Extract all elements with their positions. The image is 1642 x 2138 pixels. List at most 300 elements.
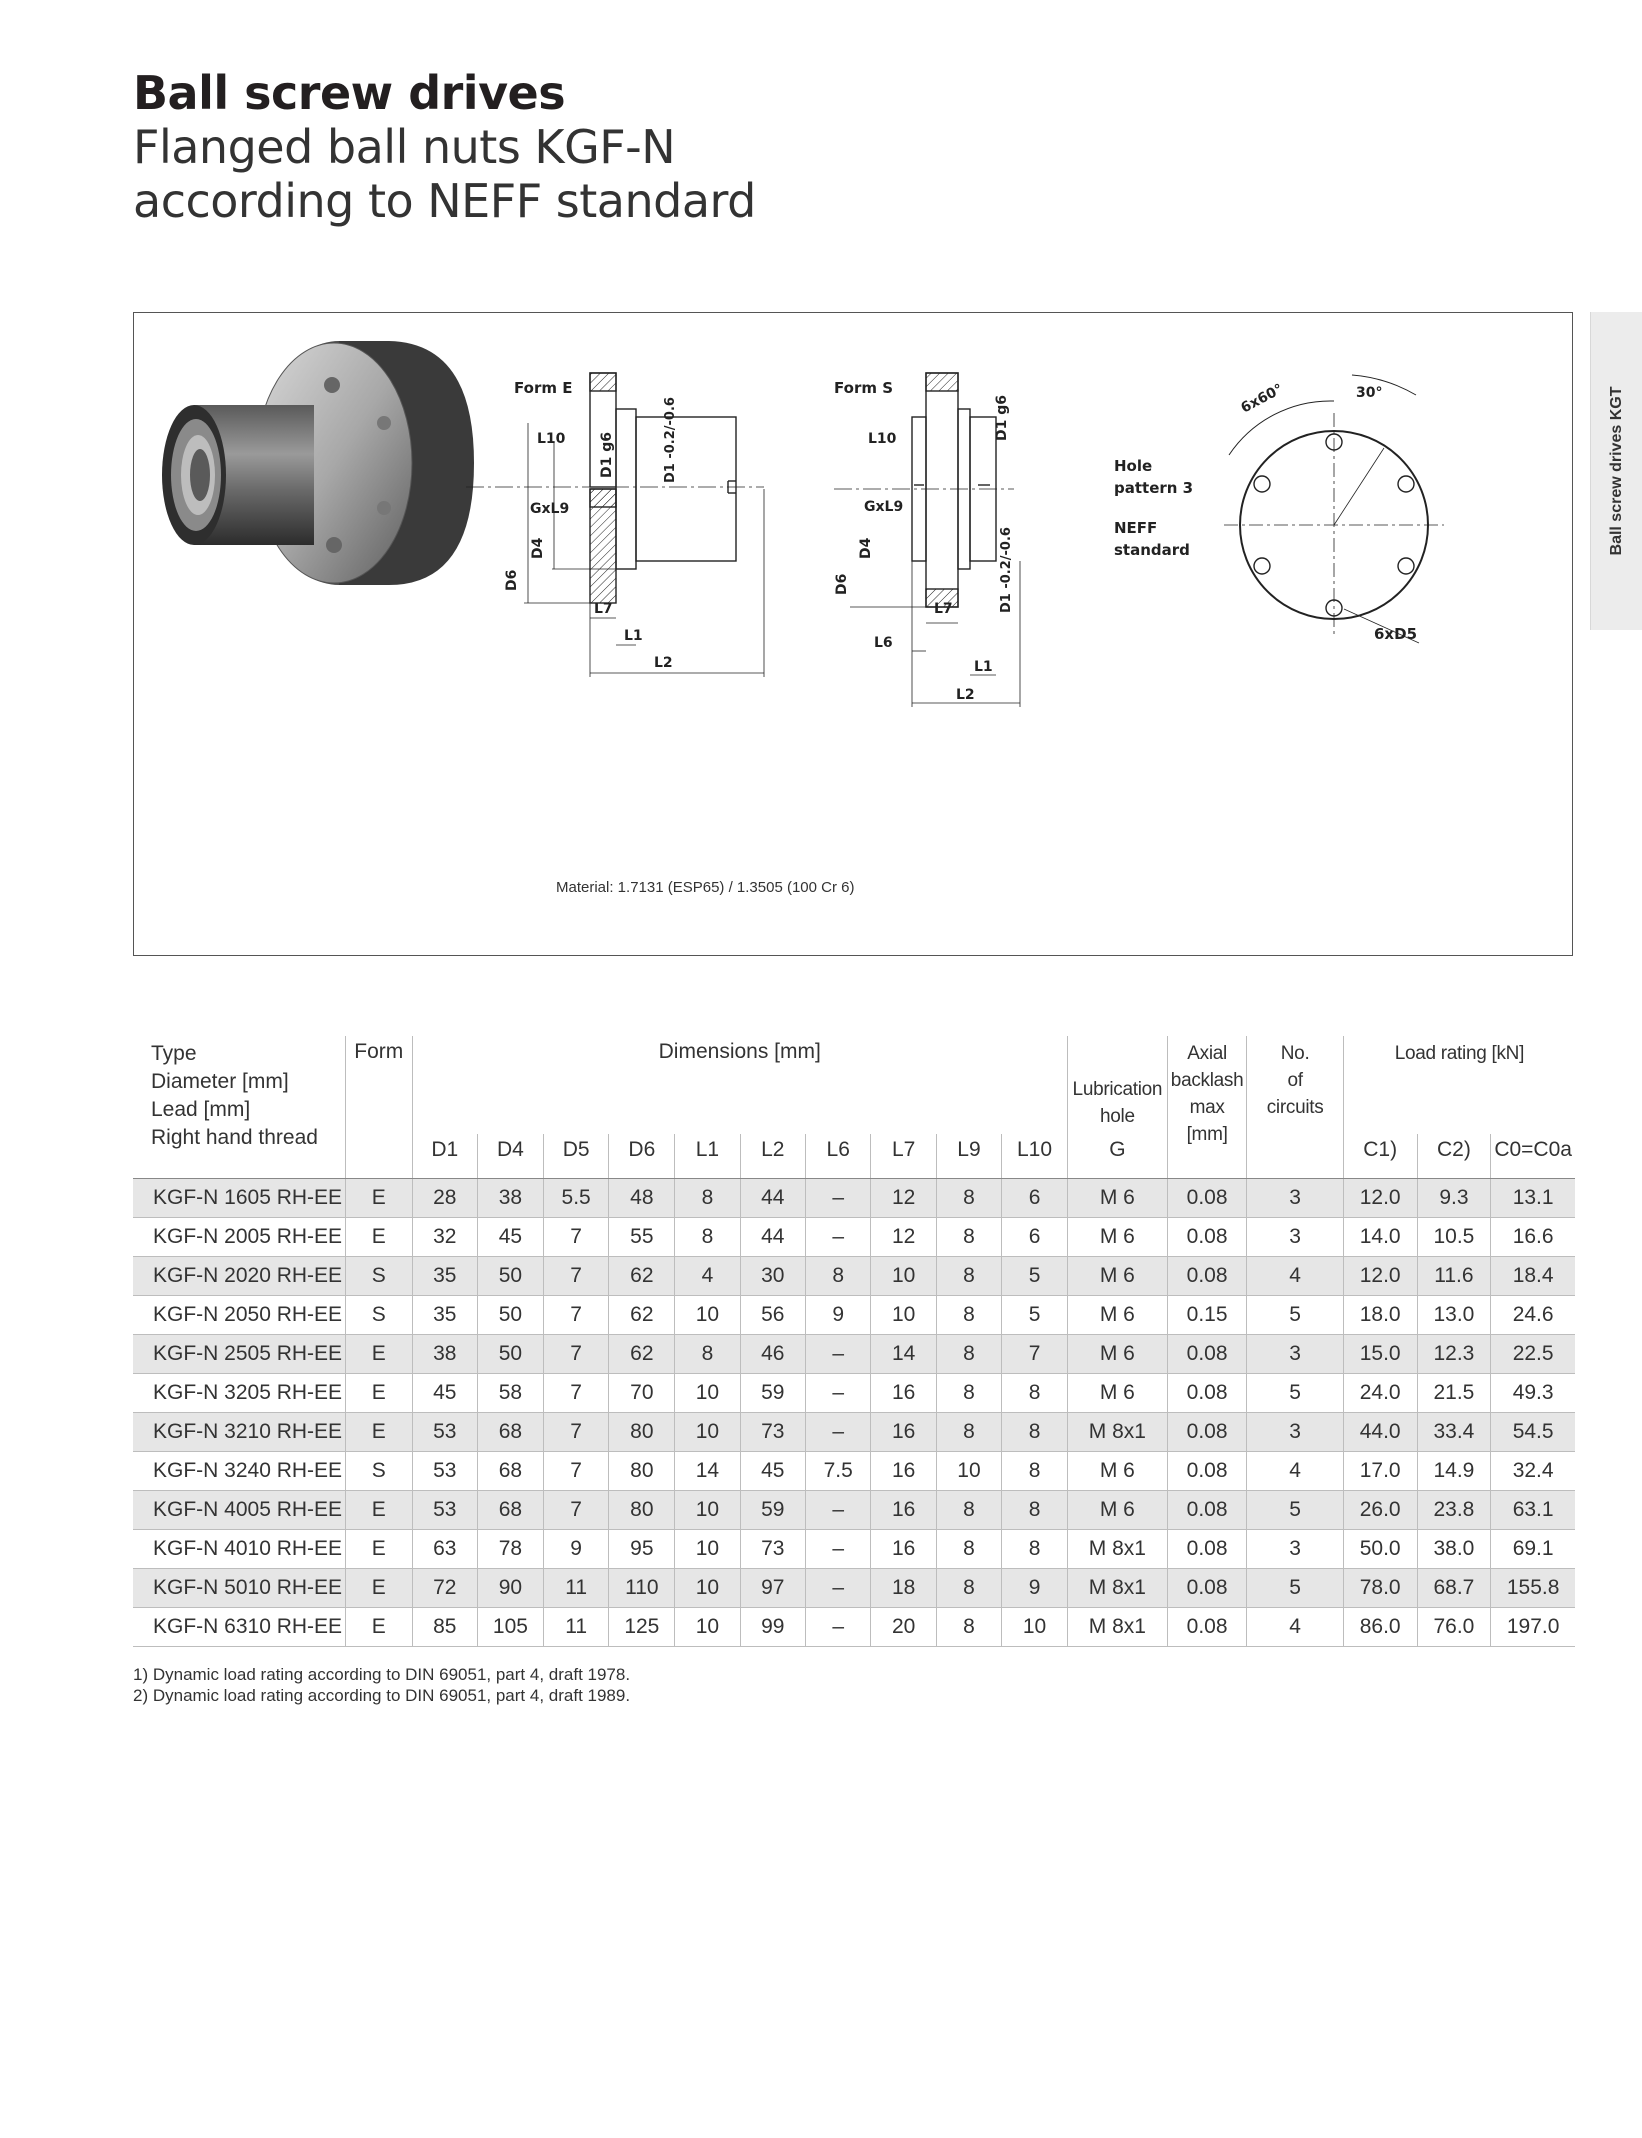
table-cell: 97 [740, 1569, 805, 1608]
hole-pattern-line1: Hole [1114, 457, 1153, 475]
table-cell: 8 [936, 1608, 1001, 1647]
table-cell: M 8x1 [1067, 1608, 1167, 1647]
table-cell: E [346, 1218, 412, 1257]
table-cell: 14.9 [1417, 1452, 1491, 1491]
table-cell: 53 [412, 1452, 477, 1491]
table-cell: 18 [871, 1569, 936, 1608]
table-cell: 5 [1247, 1569, 1343, 1608]
angle-6x60: 6x60° [1238, 381, 1286, 417]
title-line-3: according to NEFF standard [133, 174, 756, 228]
table-cell: 18.4 [1491, 1257, 1575, 1296]
table-cell: 68.7 [1417, 1569, 1491, 1608]
table-cell: 15.0 [1343, 1335, 1417, 1374]
table-row [133, 1296, 1575, 1335]
table-row [133, 1452, 1575, 1491]
table-cell: 8 [936, 1374, 1001, 1413]
neff-line1: NEFF [1114, 519, 1158, 537]
table-cell: 50 [478, 1257, 544, 1296]
table-cell: 0.08 [1167, 1374, 1247, 1413]
table-cell: 10 [871, 1257, 936, 1296]
table-cell: 9 [543, 1530, 609, 1569]
hdr-axial-line1: Axial [1187, 1043, 1227, 1064]
table-cell: M 8x1 [1067, 1413, 1167, 1452]
table-cell: 10 [675, 1491, 740, 1530]
table-cell: 49.3 [1491, 1374, 1575, 1413]
hdr-axial-line2: backlash [1170, 1070, 1244, 1091]
table-cell: 50 [478, 1335, 544, 1374]
table-cell: 10 [1002, 1608, 1068, 1647]
table-row [133, 1179, 1575, 1218]
table-cell: 80 [609, 1491, 675, 1530]
table-cell: 7 [543, 1374, 609, 1413]
hdr-axial [1167, 1036, 1247, 1179]
table-cell: 7 [543, 1491, 609, 1530]
holes-label: 6xD5 [1374, 625, 1418, 643]
table-cell: 14 [675, 1452, 740, 1491]
table-cell: E [346, 1179, 412, 1218]
table-cell: 0.08 [1167, 1218, 1247, 1257]
table-row [133, 1491, 1575, 1530]
hdr-lub-line2: hole [1100, 1106, 1135, 1127]
table-cell: 63 [412, 1530, 477, 1569]
title-line-1: Ball screw drives [133, 66, 566, 120]
form-s-label: Form S [834, 379, 893, 397]
table-cell: 8 [936, 1257, 1001, 1296]
table-cell: 7 [543, 1452, 609, 1491]
table-row [133, 1569, 1575, 1608]
table-row [133, 1608, 1575, 1647]
table-cell: 0.08 [1167, 1608, 1247, 1647]
table-cell: 0.08 [1167, 1530, 1247, 1569]
form-e-d6: D6 [504, 569, 520, 591]
hdr-circuits [1247, 1036, 1343, 1179]
table-cell: 0.08 [1167, 1569, 1247, 1608]
form-e-gxl9: GxL9 [530, 501, 570, 517]
table-cell: 8 [936, 1413, 1001, 1452]
table-cell: 7 [543, 1413, 609, 1452]
table-cell: E [346, 1608, 412, 1647]
table-cell: 10.5 [1417, 1218, 1491, 1257]
table-cell: 8 [1002, 1491, 1068, 1530]
table-cell: 95 [609, 1530, 675, 1569]
table-cell: 3 [1247, 1530, 1343, 1569]
table-cell: 16 [871, 1452, 936, 1491]
hdr-c1: C1) [1343, 1134, 1417, 1179]
cell-type: KGF-N 6310 RH-EE [133, 1608, 346, 1647]
hdr-lub-line1: Lubrication [1072, 1079, 1163, 1100]
hdr-d6: D6 [609, 1134, 675, 1179]
table-cell: M 6 [1067, 1218, 1167, 1257]
cell-type: KGF-N 1605 RH-EE [133, 1179, 346, 1218]
form-e-d4: D4 [530, 537, 546, 559]
table-cell: 85 [412, 1608, 477, 1647]
table-cell: 44.0 [1343, 1413, 1417, 1452]
table-cell: 5 [1002, 1257, 1068, 1296]
table-cell: S [346, 1257, 412, 1296]
table-cell: 50.0 [1343, 1530, 1417, 1569]
table-cell: 90 [478, 1569, 544, 1608]
form-s-d4: D4 [858, 537, 874, 559]
hdr-c2: C2) [1417, 1134, 1491, 1179]
form-e-drawing [466, 373, 764, 677]
table-cell: M 6 [1067, 1491, 1167, 1530]
table-cell: 68 [478, 1452, 544, 1491]
spec-table [133, 1036, 1575, 1647]
table-cell: 35 [412, 1257, 477, 1296]
table-cell: 73 [740, 1530, 805, 1569]
hdr-circuits-line1: No. [1280, 1043, 1310, 1064]
table-cell: E [346, 1569, 412, 1608]
table-cell: E [346, 1335, 412, 1374]
material-note: Material: 1.7131 (ESP65) / 1.3505 (100 Cr 6) [556, 879, 855, 896]
table-cell: 45 [412, 1374, 477, 1413]
table-cell: 62 [609, 1335, 675, 1374]
table-cell: E [346, 1413, 412, 1452]
table-cell: 63.1 [1491, 1491, 1575, 1530]
hdr-lub-g: G [1067, 1134, 1167, 1179]
table-cell: 4 [675, 1257, 740, 1296]
table-cell: 68 [478, 1491, 544, 1530]
table-cell: 12.0 [1343, 1257, 1417, 1296]
table-cell: 12.0 [1343, 1179, 1417, 1218]
table-cell: – [805, 1179, 871, 1218]
table-cell: 8 [936, 1296, 1001, 1335]
table-cell: 23.8 [1417, 1491, 1491, 1530]
table-cell: 155.8 [1491, 1569, 1575, 1608]
table-cell: 59 [740, 1491, 805, 1530]
cell-type: KGF-N 2020 RH-EE [133, 1257, 346, 1296]
table-cell: 55 [609, 1218, 675, 1257]
table-cell: S [346, 1452, 412, 1491]
table-cell: 38 [478, 1179, 544, 1218]
cell-type: KGF-N 2005 RH-EE [133, 1218, 346, 1257]
table-cell: M 6 [1067, 1179, 1167, 1218]
form-s-l1: L1 [974, 659, 993, 675]
table-cell: 4 [1247, 1608, 1343, 1647]
side-tab-label: Ball screw drives KGT [1608, 386, 1625, 556]
table-cell: 0.08 [1167, 1257, 1247, 1296]
hdr-type-line1: Type [151, 1042, 197, 1065]
form-s-l10: L10 [868, 431, 897, 447]
table-cell: 32 [412, 1218, 477, 1257]
hdr-l2: L2 [740, 1134, 805, 1179]
table-cell: 9 [805, 1296, 871, 1335]
hdr-l9: L9 [936, 1134, 1001, 1179]
table-cell: 5.5 [543, 1179, 609, 1218]
hdr-load-rating: Load rating [kN] [1343, 1036, 1575, 1134]
table-cell: 10 [871, 1296, 936, 1335]
form-s-drawing [834, 373, 1020, 707]
form-s-gxl9: GxL9 [864, 499, 904, 515]
hdr-l10: L10 [1002, 1134, 1068, 1179]
table-cell: 0.08 [1167, 1335, 1247, 1374]
table-cell: 125 [609, 1608, 675, 1647]
table-cell: 5 [1247, 1296, 1343, 1335]
cell-type: KGF-N 2505 RH-EE [133, 1335, 346, 1374]
table-cell: 9 [1002, 1569, 1068, 1608]
hdr-type [133, 1036, 346, 1179]
table-row [133, 1374, 1575, 1413]
hole-pattern-labels [1114, 457, 1193, 559]
table-cell: 3 [1247, 1335, 1343, 1374]
table-cell: 44 [740, 1218, 805, 1257]
table-cell: 10 [675, 1569, 740, 1608]
table-cell: 24.6 [1491, 1296, 1575, 1335]
table-cell: 197.0 [1491, 1608, 1575, 1647]
table-cell: 0.08 [1167, 1413, 1247, 1452]
table-cell: 70 [609, 1374, 675, 1413]
table-cell: 8 [936, 1569, 1001, 1608]
hole-pattern-line2: pattern 3 [1114, 479, 1194, 497]
hdr-l7: L7 [871, 1134, 936, 1179]
table-cell: M 8x1 [1067, 1530, 1167, 1569]
table-cell: 3 [1247, 1413, 1343, 1452]
table-cell: 10 [675, 1296, 740, 1335]
form-s-l6: L6 [874, 635, 893, 651]
table-cell: 10 [675, 1374, 740, 1413]
table-cell: M 6 [1067, 1296, 1167, 1335]
table-cell: M 6 [1067, 1335, 1167, 1374]
table-row [133, 1530, 1575, 1569]
page-title [133, 66, 756, 228]
table-cell: 22.5 [1491, 1335, 1575, 1374]
table-cell: 68 [478, 1413, 544, 1452]
ball-nut-photo [162, 341, 474, 585]
table-cell: – [805, 1530, 871, 1569]
table-cell: 5 [1002, 1296, 1068, 1335]
table-cell: 58 [478, 1374, 544, 1413]
cell-type: KGF-N 3210 RH-EE [133, 1413, 346, 1452]
form-e-d1tol: D1 -0.2/-0.6 [663, 397, 678, 483]
hdr-l6: L6 [805, 1134, 871, 1179]
table-cell: 44 [740, 1179, 805, 1218]
table-cell: 105 [478, 1608, 544, 1647]
table-cell: E [346, 1491, 412, 1530]
table-cell: 33.4 [1417, 1413, 1491, 1452]
table-cell: 8 [936, 1218, 1001, 1257]
table-cell: 78 [478, 1530, 544, 1569]
table-cell: 50 [478, 1296, 544, 1335]
table-cell: 24.0 [1343, 1374, 1417, 1413]
table-cell: 16 [871, 1374, 936, 1413]
table-cell: 10 [936, 1452, 1001, 1491]
table-cell: 8 [1002, 1413, 1068, 1452]
table-cell: M 8x1 [1067, 1569, 1167, 1608]
technical-drawing [134, 313, 1574, 957]
table-cell: 69.1 [1491, 1530, 1575, 1569]
table-cell: 8 [936, 1179, 1001, 1218]
table-cell: 8 [675, 1179, 740, 1218]
table-cell: 30 [740, 1257, 805, 1296]
table-cell: E [346, 1530, 412, 1569]
table-cell: 26.0 [1343, 1491, 1417, 1530]
hdr-l1: L1 [675, 1134, 740, 1179]
form-e-l2: L2 [654, 655, 673, 671]
table-cell: 13.1 [1491, 1179, 1575, 1218]
table-cell: 35 [412, 1296, 477, 1335]
table-cell: 11 [543, 1608, 609, 1647]
table-cell: 14 [871, 1335, 936, 1374]
cell-type: KGF-N 4005 RH-EE [133, 1491, 346, 1530]
table-cell: – [805, 1491, 871, 1530]
table-cell: 76.0 [1417, 1608, 1491, 1647]
table-cell: 4 [1247, 1257, 1343, 1296]
table-cell: 46 [740, 1335, 805, 1374]
table-cell: 45 [478, 1218, 544, 1257]
hdr-type-line3: Lead [mm] [151, 1098, 251, 1121]
form-s-l7: L7 [934, 601, 953, 617]
form-s-l2: L2 [956, 687, 975, 703]
table-cell: 45 [740, 1452, 805, 1491]
table-cell: M 6 [1067, 1452, 1167, 1491]
table-cell: 56 [740, 1296, 805, 1335]
table-cell: 14.0 [1343, 1218, 1417, 1257]
cell-type: KGF-N 4010 RH-EE [133, 1530, 346, 1569]
figure-box [133, 312, 1573, 956]
hdr-d5: D5 [543, 1134, 609, 1179]
table-cell: 10 [675, 1530, 740, 1569]
table-cell: 8 [1002, 1530, 1068, 1569]
table-cell: 13.0 [1417, 1296, 1491, 1335]
table-cell: 18.0 [1343, 1296, 1417, 1335]
table-cell: 10 [675, 1608, 740, 1647]
form-s-d1g6: D1 g6 [994, 395, 1010, 441]
hdr-circuits-line3: circuits [1266, 1097, 1324, 1118]
hdr-axial-line3: max [1189, 1097, 1225, 1118]
table-cell: – [805, 1335, 871, 1374]
table-body [133, 1179, 1575, 1647]
table-cell: 8 [936, 1530, 1001, 1569]
table-cell: 0.08 [1167, 1179, 1247, 1218]
table-cell: 4 [1247, 1452, 1343, 1491]
form-e-d1g6: D1 g6 [599, 432, 615, 478]
table-cell: 12 [871, 1218, 936, 1257]
table-cell: 53 [412, 1413, 477, 1452]
hdr-d1: D1 [412, 1134, 477, 1179]
table-cell: 12 [871, 1179, 936, 1218]
table-cell: 16 [871, 1413, 936, 1452]
table-cell: 11.6 [1417, 1257, 1491, 1296]
table-cell: 8 [1002, 1374, 1068, 1413]
table-cell: 53 [412, 1491, 477, 1530]
table-cell: 5 [1247, 1374, 1343, 1413]
hdr-form: Form [346, 1036, 412, 1179]
table-cell: – [805, 1218, 871, 1257]
table-cell: 8 [805, 1257, 871, 1296]
table-header-row [133, 1036, 1575, 1134]
table-cell: 73 [740, 1413, 805, 1452]
table-cell: 38.0 [1417, 1530, 1491, 1569]
footnote-1: 1) Dynamic load rating according to DIN 69051, part 4, draft 1978. [133, 1665, 631, 1684]
table-cell: 8 [936, 1335, 1001, 1374]
table-cell: 32.4 [1491, 1452, 1575, 1491]
table-cell: 9.3 [1417, 1179, 1491, 1218]
table-row [133, 1257, 1575, 1296]
table-cell: 59 [740, 1374, 805, 1413]
table-cell: 99 [740, 1608, 805, 1647]
table-cell: 0.08 [1167, 1491, 1247, 1530]
table-cell: 8 [675, 1335, 740, 1374]
table-cell: – [805, 1608, 871, 1647]
table-cell: 5 [1247, 1491, 1343, 1530]
table-cell: 7 [543, 1257, 609, 1296]
table-row [133, 1335, 1575, 1374]
table-cell: 11 [543, 1569, 609, 1608]
table-cell: 8 [675, 1218, 740, 1257]
form-s-d1tol: D1 -0.2/-0.6 [999, 527, 1014, 613]
table-cell: 17.0 [1343, 1452, 1417, 1491]
title-line-2: Flanged ball nuts KGF-N [133, 120, 676, 174]
table-cell: 62 [609, 1296, 675, 1335]
table-cell: – [805, 1374, 871, 1413]
form-e-l1: L1 [624, 628, 643, 644]
table-cell: 7 [543, 1296, 609, 1335]
cell-type: KGF-N 3205 RH-EE [133, 1374, 346, 1413]
table-row [133, 1413, 1575, 1452]
angle-30: 30° [1356, 385, 1383, 401]
table-cell: 10 [675, 1413, 740, 1452]
hdr-axial-line4: [mm] [1186, 1124, 1228, 1145]
table-cell: 7 [543, 1335, 609, 1374]
footnotes [133, 1664, 630, 1706]
table-cell: 78.0 [1343, 1569, 1417, 1608]
table-cell: 54.5 [1491, 1413, 1575, 1452]
table-cell: 8 [1002, 1452, 1068, 1491]
hdr-d4: D4 [478, 1134, 544, 1179]
table-cell: 72 [412, 1569, 477, 1608]
hdr-dimensions: Dimensions [mm] [412, 1036, 1067, 1134]
hdr-circuits-line2: of [1287, 1070, 1303, 1091]
hdr-lubrication [1067, 1036, 1167, 1134]
footnote-2: 2) Dynamic load rating according to DIN 69051, part 4, draft 1989. [133, 1686, 631, 1705]
table-cell: – [805, 1569, 871, 1608]
table-cell: M 6 [1067, 1257, 1167, 1296]
form-e-l10: L10 [537, 431, 566, 447]
table-cell: 7 [1002, 1335, 1068, 1374]
table-cell: 16 [871, 1530, 936, 1569]
table-cell: 16 [871, 1491, 936, 1530]
table-cell: 21.5 [1417, 1374, 1491, 1413]
side-tab[interactable] [1590, 312, 1642, 630]
cell-type: KGF-N 2050 RH-EE [133, 1296, 346, 1335]
table-cell: E [346, 1374, 412, 1413]
table-cell: S [346, 1296, 412, 1335]
table-cell: 6 [1002, 1179, 1068, 1218]
table-cell: 110 [609, 1569, 675, 1608]
cell-type: KGF-N 3240 RH-EE [133, 1452, 346, 1491]
table-row [133, 1218, 1575, 1257]
table-cell: 8 [936, 1491, 1001, 1530]
table-cell: 80 [609, 1452, 675, 1491]
table-cell: – [805, 1413, 871, 1452]
table-cell: 0.15 [1167, 1296, 1247, 1335]
table-cell: 62 [609, 1257, 675, 1296]
form-e-label: Form E [514, 379, 573, 397]
table-cell: 3 [1247, 1179, 1343, 1218]
cell-type: KGF-N 5010 RH-EE [133, 1569, 346, 1608]
table-cell: 16.6 [1491, 1218, 1575, 1257]
neff-line2: standard [1114, 541, 1190, 559]
table-cell: 28 [412, 1179, 477, 1218]
table-cell: 7 [543, 1218, 609, 1257]
hole-pattern-diagram [1224, 375, 1444, 643]
hdr-type-line2: Diameter [mm] [151, 1070, 289, 1093]
hdr-c0: C0=C0a [1491, 1134, 1575, 1179]
form-e-l7: L7 [594, 601, 613, 617]
table-cell: M 6 [1067, 1374, 1167, 1413]
table-cell: 86.0 [1343, 1608, 1417, 1647]
table-cell: 12.3 [1417, 1335, 1491, 1374]
